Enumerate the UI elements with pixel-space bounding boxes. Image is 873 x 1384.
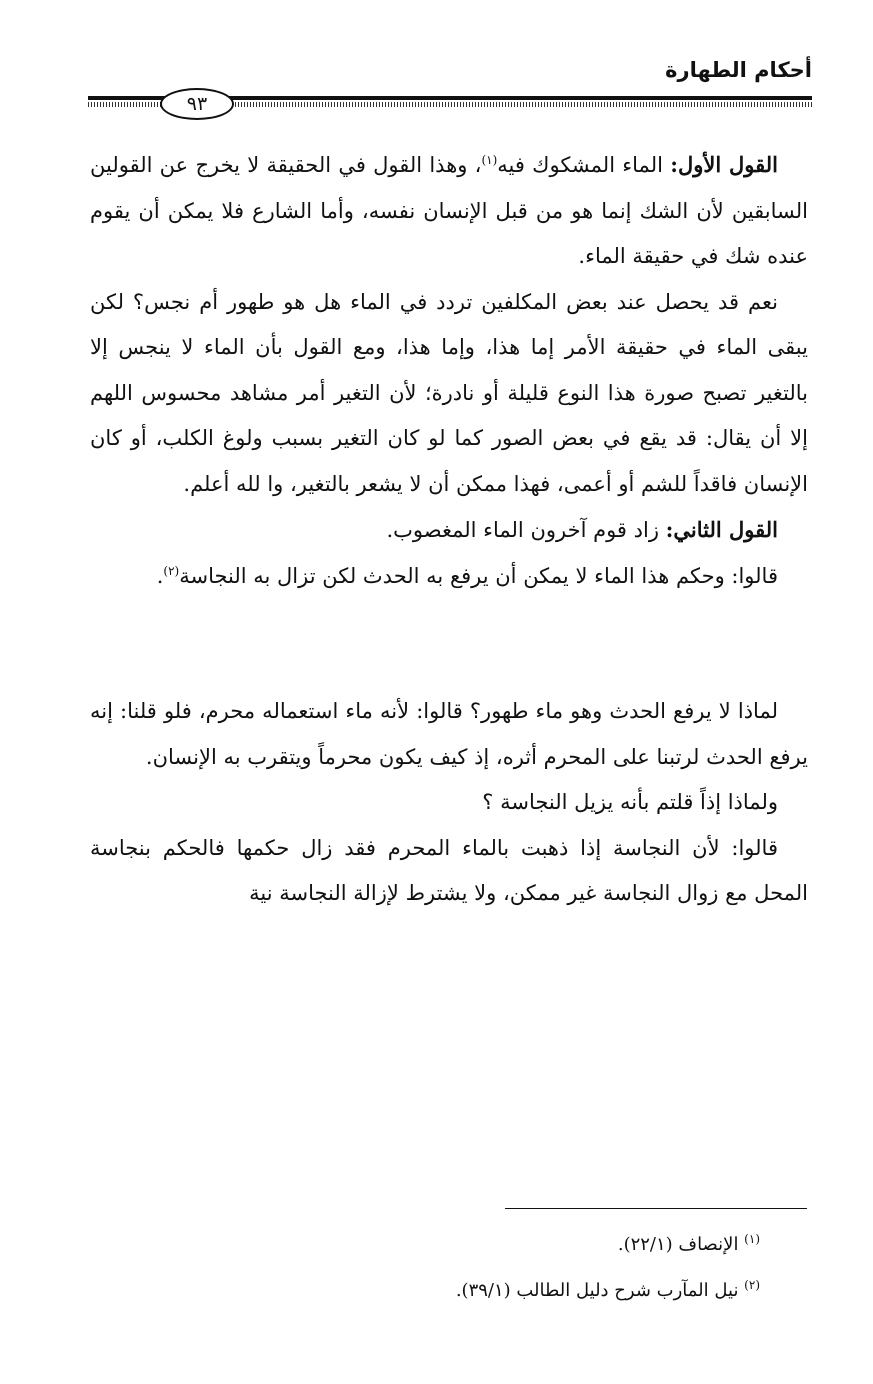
paragraph-why-not: لماذا لا يرفع الحدث وهو ماء طهور؟ قالوا: لأنه ماء استعماله محرم، فلو قلنا: إنه يرفع الحدث لرتبنا على المحرم أثره، إذ كيف يكون محرماً ويتقرب به الإنسان. bbox=[90, 699, 808, 769]
footnote-ref-2: (٢) bbox=[163, 563, 180, 578]
page-number: ٩٣ bbox=[160, 88, 234, 120]
page-header bbox=[88, 52, 812, 122]
first-opinion-term: القول الأول: bbox=[670, 152, 778, 177]
paragraph-answer: قالوا: لأن النجاسة إذا ذهبت بالماء المحرم فقد زال حكمها فالحكم بنجاسة المحل مع زوال النجاسة غير ممكن، ولا يشترط لإزالة النجاسة نية bbox=[90, 835, 808, 905]
body-text bbox=[90, 142, 808, 917]
first-opinion-rest: ، وهذا القول في الحقيقة لا يخرج عن القولين السابقين لأن الشك إنما هو من قبل الإنسان نفسه، وأما الشارع فلا يمكن أن يقوم عنده شك في حقيقة الماء. bbox=[90, 153, 808, 268]
footnote-text-2: نيل المآرب شرح دليل الطالب (٣٩/١). bbox=[455, 1280, 745, 1301]
paragraph-gap bbox=[90, 599, 808, 689]
ruling-text: قالوا: وحكم هذا الماء لا يمكن أن يرفع به الحدث لكن تزال به النجاسة bbox=[179, 563, 778, 588]
paragraph-second-opinion bbox=[90, 507, 808, 554]
second-opinion-term: القول الثاني: bbox=[665, 517, 778, 542]
paragraph-ruling bbox=[90, 554, 808, 600]
footnote-ref-1: (١) bbox=[481, 153, 498, 167]
first-opinion-text: الماء المشكوك فيه bbox=[497, 153, 671, 177]
paragraph-doubt: نعم قد يحصل عند بعض المكلفين تردد في الماء هل هو طهور أم نجس؟ لكن يبقى الماء في حقيقة الأمر إما هذا، وإما هذا، ومع القول بأن الماء لا ينجس إلا بالتغير تصبح صورة هذا النوع قليلة أو نادرة؛ لأن التغير أمر مشاهد محسوس اللهم إلا أن يقال: قد يقع في بعض الصور كما لو كان التغير بسبب ولوغ الكلب، أو كان الإنسان فاقداً للشم أو أعمى، فهذا ممكن أن لا يشعر بالتغير، وا لله أعلم. bbox=[90, 289, 808, 496]
footnote-text-1: الإنصاف (٢٢/١). bbox=[617, 1234, 745, 1255]
footnotes bbox=[200, 1222, 760, 1314]
footnote-mark-1: (١) bbox=[744, 1232, 760, 1246]
paragraph-question: ولماذا إذاً قلتم بأنه يزيل النجاسة ؟ bbox=[482, 790, 778, 814]
footnote-1 bbox=[200, 1222, 760, 1268]
paragraph-first-opinion bbox=[90, 142, 808, 280]
ruling-end: . bbox=[156, 563, 164, 588]
footnote-mark-2: (٢) bbox=[744, 1278, 760, 1292]
second-opinion-text: زاد قوم آخرون الماء المغصوب. bbox=[386, 518, 666, 542]
running-title: أحكام الطهارة bbox=[665, 58, 812, 82]
footnote-separator bbox=[505, 1208, 807, 1209]
footnote-2 bbox=[200, 1268, 760, 1314]
